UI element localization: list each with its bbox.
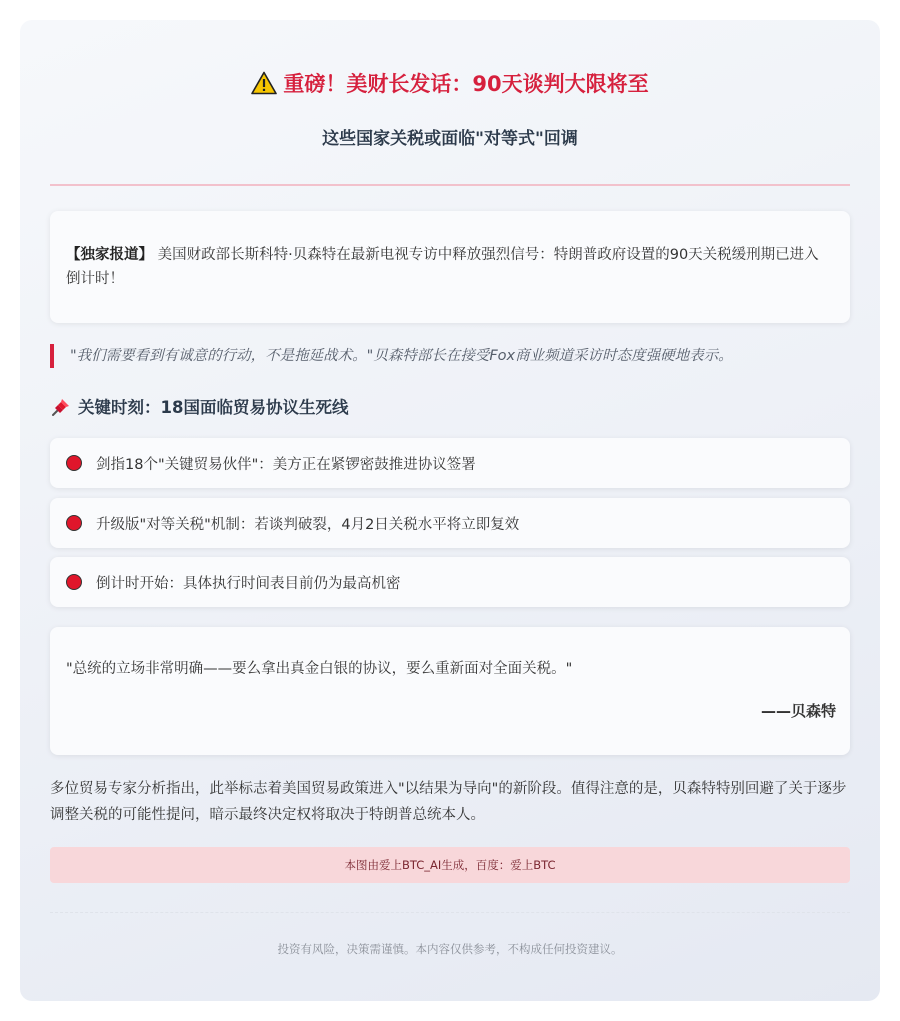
intro-box — [50, 211, 850, 323]
page-title-text: 重磅！美财长发话：90天谈判大限将至 — [283, 72, 649, 96]
red-circle-icon — [66, 515, 82, 531]
key-point-text: 升级版"对等关税"机制：若谈判破裂，4月2日关税水平将立即复效 — [96, 516, 520, 533]
highlight-quote: "我们需要看到有诚意的行动，不是拖延战术。"贝森特部长在接受Fox商业频道采访时态度强硬地表示。 — [50, 344, 850, 368]
president-quote-text: "总统的立场非常明确——要么拿出真金白银的协议，要么重新面对全面关税。" — [66, 661, 573, 677]
red-circle-icon — [66, 574, 82, 590]
key-section-title — [50, 396, 850, 420]
quote-author: ——贝森特 — [760, 702, 836, 720]
key-point-text: 剑指18个"关键贸易伙伴"：美方正在紧锣密鼓推进协议签署 — [96, 456, 476, 473]
key-point-text: 倒计时开始：具体执行时间表目前仍为最高机密 — [96, 575, 401, 592]
key-section-title-text: 关键时刻：18国面临贸易协议生死线 — [78, 398, 349, 417]
page-subtitle: 这些国家关税或面临"对等式"回调 — [322, 129, 578, 149]
risk-disclaimer: 投资有风险，决策需谨慎。本内容仅供参考，不构成任何投资建议。 — [277, 942, 623, 956]
warning-icon — [251, 71, 277, 95]
key-point — [50, 557, 850, 607]
key-point — [50, 498, 850, 548]
footer-divider — [50, 912, 850, 913]
page-title — [20, 70, 880, 98]
red-circle-icon — [66, 455, 82, 471]
title-divider — [50, 184, 850, 186]
president-quote-box — [50, 627, 850, 755]
intro-text: 美国财政部长斯科特·贝森特在最新电视专访中释放强烈信号：特朗普政府设置的90天关税缓刑期已进入倒计时！ — [66, 247, 819, 287]
pushpin-icon — [50, 396, 72, 418]
analysis-paragraph: 多位贸易专家分析指出，此举标志着美国贸易政策进入"以结果为导向"的新阶段。值得注意的是，贝森特特别回避了关于逐步调整关税的可能性提问，暗示最终决定权将取决于特朗普总统本人。 — [50, 781, 847, 823]
generated-notice: 本图由爱上BTC_AI生成，百度：爱上BTC — [50, 847, 850, 883]
key-point — [50, 438, 850, 488]
intro-tag: 【独家报道】 — [66, 247, 153, 263]
article-card — [20, 20, 880, 1001]
